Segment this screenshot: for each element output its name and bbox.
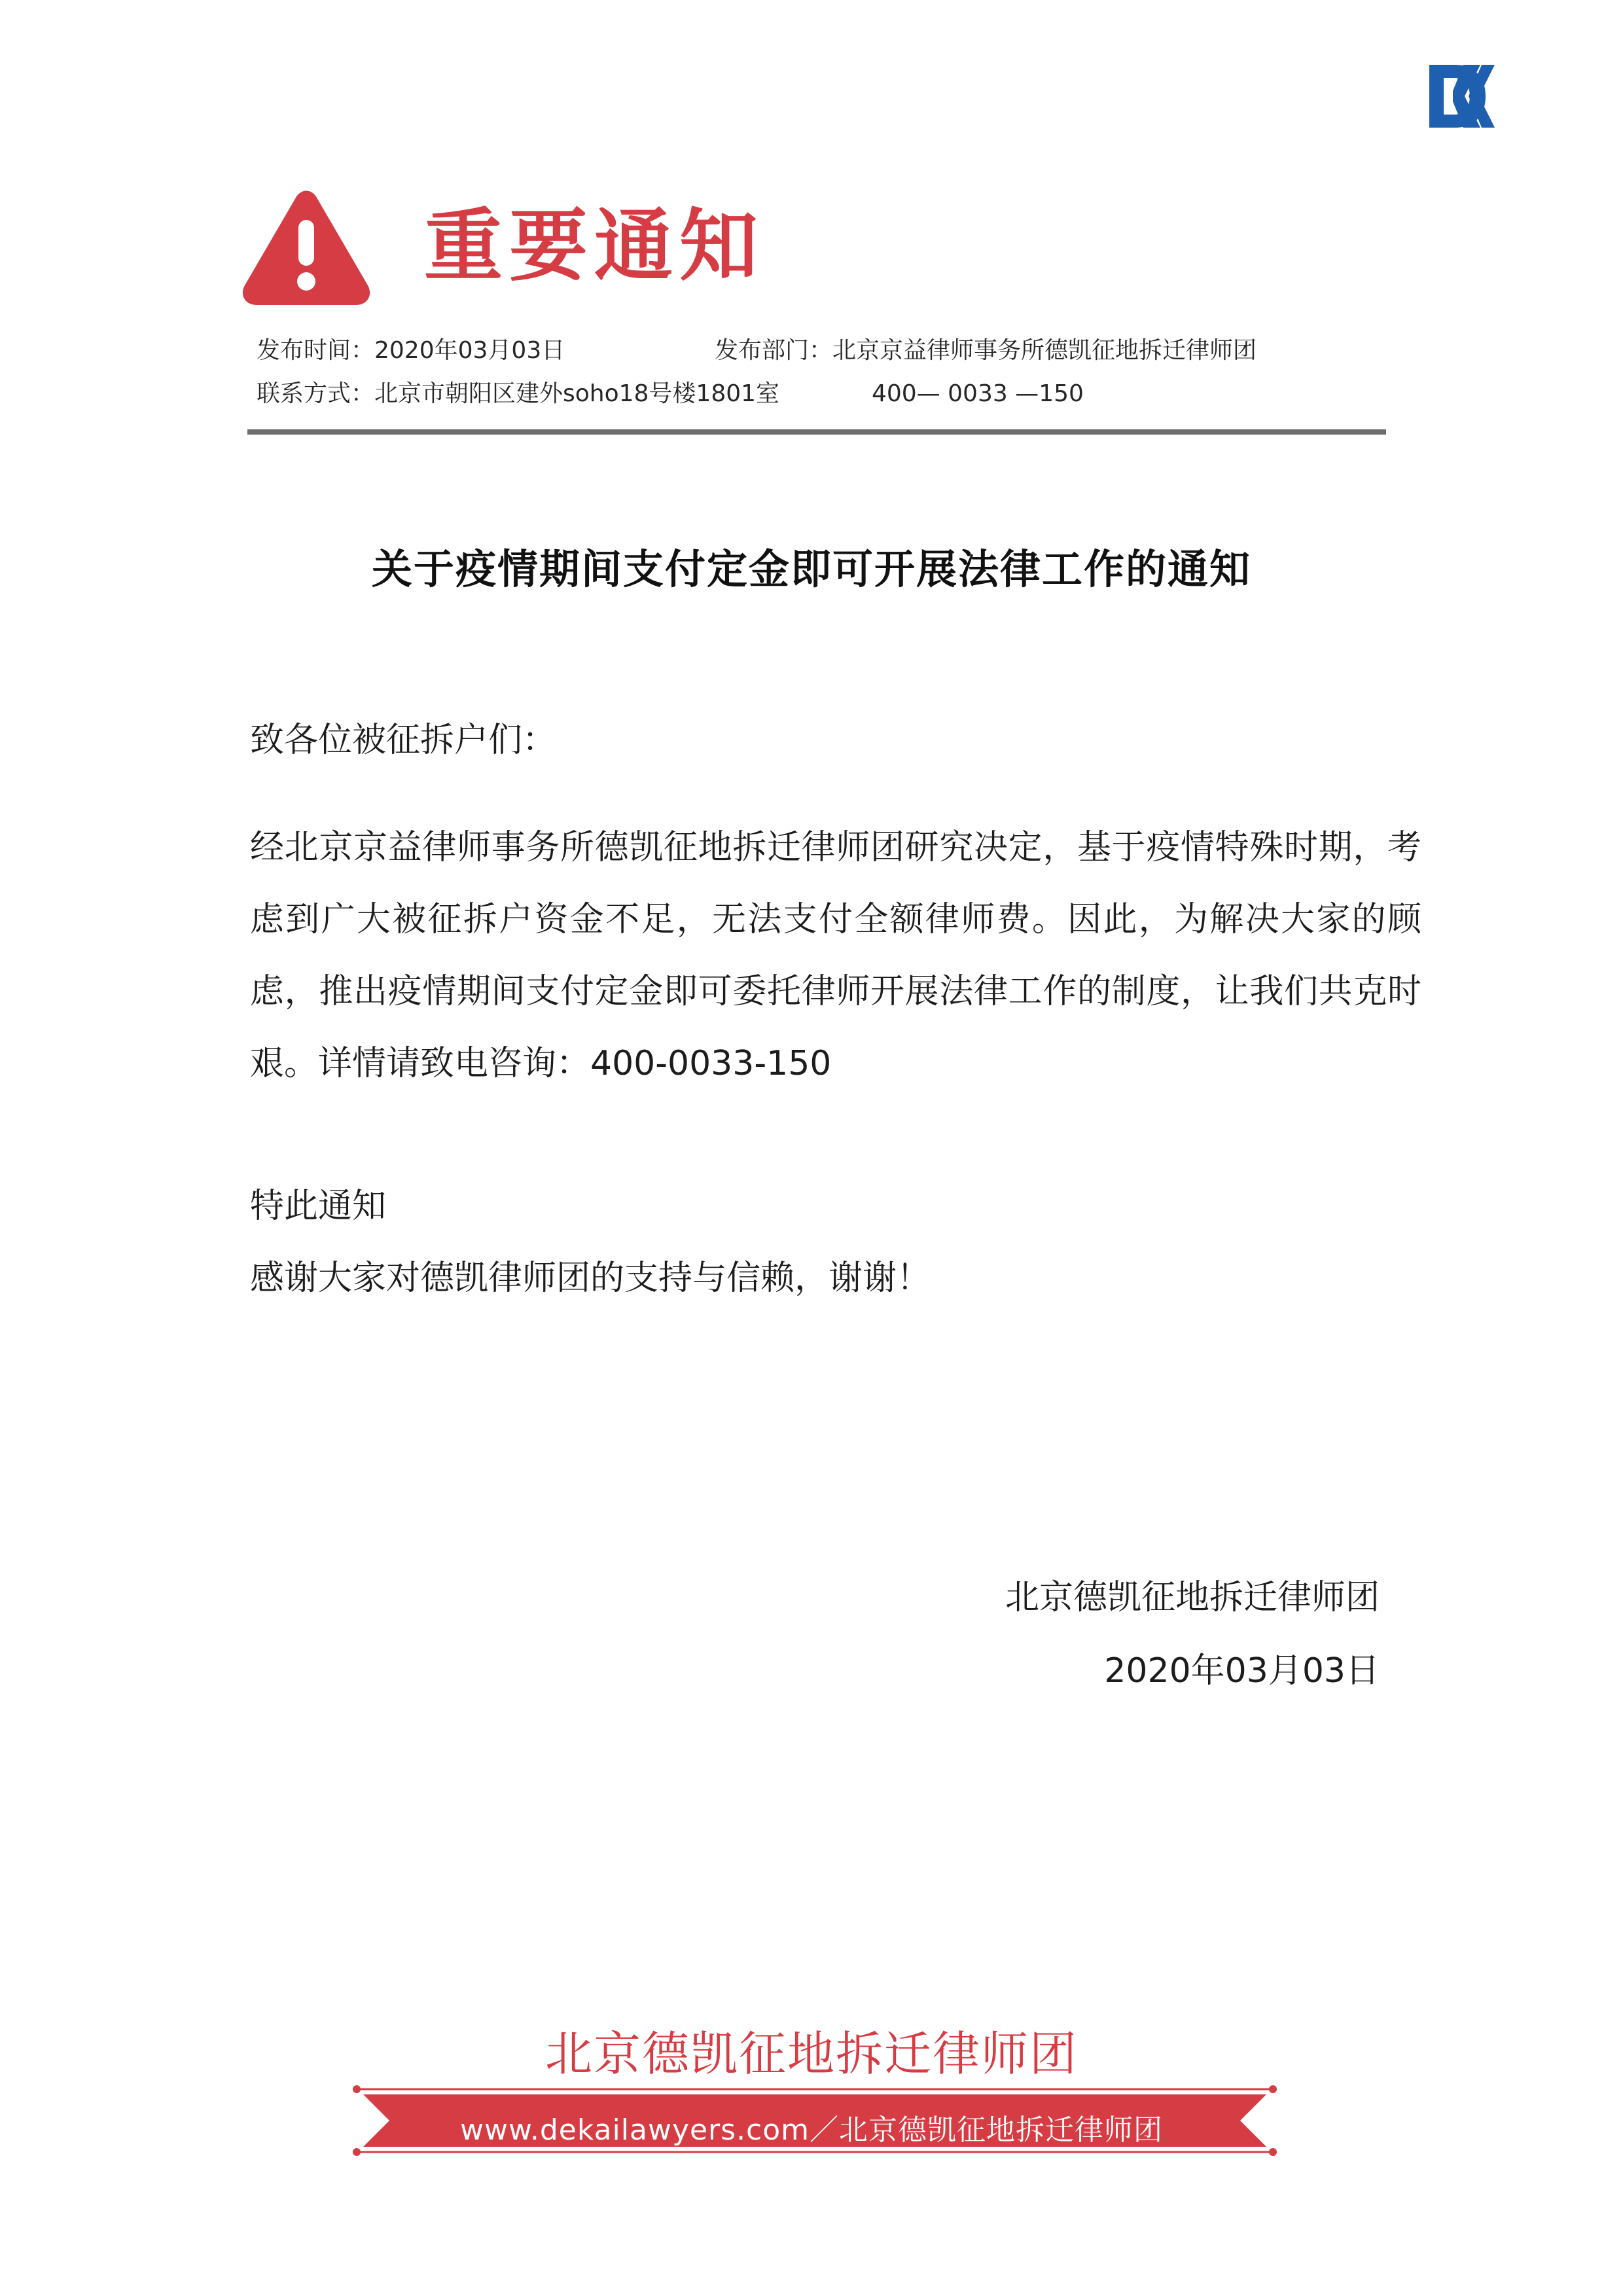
header-divider <box>247 429 1386 435</box>
headline-title: 重要通知 <box>424 201 764 292</box>
contact-phone: 400— 0033 —150 <box>872 380 1084 407</box>
closing-line: 特此通知 <box>250 1187 387 1226</box>
greeting: 致各位被征拆户们： <box>250 721 557 760</box>
thanks-line: 感谢大家对德凯律师团的支持与信赖，谢谢！ <box>250 1259 931 1298</box>
body-paragraph: 经北京京益律师事务所德凯征地拆迁律师团研究决定，基于疫情特殊时期，考虑到广大被征拆户资金不足，无法支付全额律师费。因此，为解决大家的顾虑，推出疫情期间支付定金即可委托律师开展法律工作的制度，让我们共克时艰。详情请致电咨询：400-0033-150 <box>250 828 1421 1083</box>
dk-logo-icon <box>1427 62 1495 130</box>
publish-department: 发布部门：北京京益律师事务所德凯征地拆迁律师团 <box>715 337 1257 364</box>
signature-org: 北京德凯征地拆迁律师团 <box>1005 1578 1380 1617</box>
contact-address: 联系方式：北京市朝阳区建外soho18号楼1801室 <box>257 380 780 407</box>
meta-row-2 <box>257 380 1084 407</box>
footer-org-name: 北京德凯征地拆迁律师团 <box>544 2026 1078 2081</box>
notice-header <box>241 185 764 309</box>
publish-time: 发布时间：2020年03月03日 <box>257 337 565 364</box>
signature-date: 2020年03月03日 <box>1104 1651 1380 1691</box>
footer-website-line: www.dekailawyers.com／北京德凯征地拆迁律师团 <box>459 2113 1164 2147</box>
document-title: 关于疫情期间支付定金即可开展法律工作的通知 <box>371 545 1251 593</box>
warning-triangle-icon <box>241 186 372 308</box>
meta-row-1 <box>257 337 1257 364</box>
